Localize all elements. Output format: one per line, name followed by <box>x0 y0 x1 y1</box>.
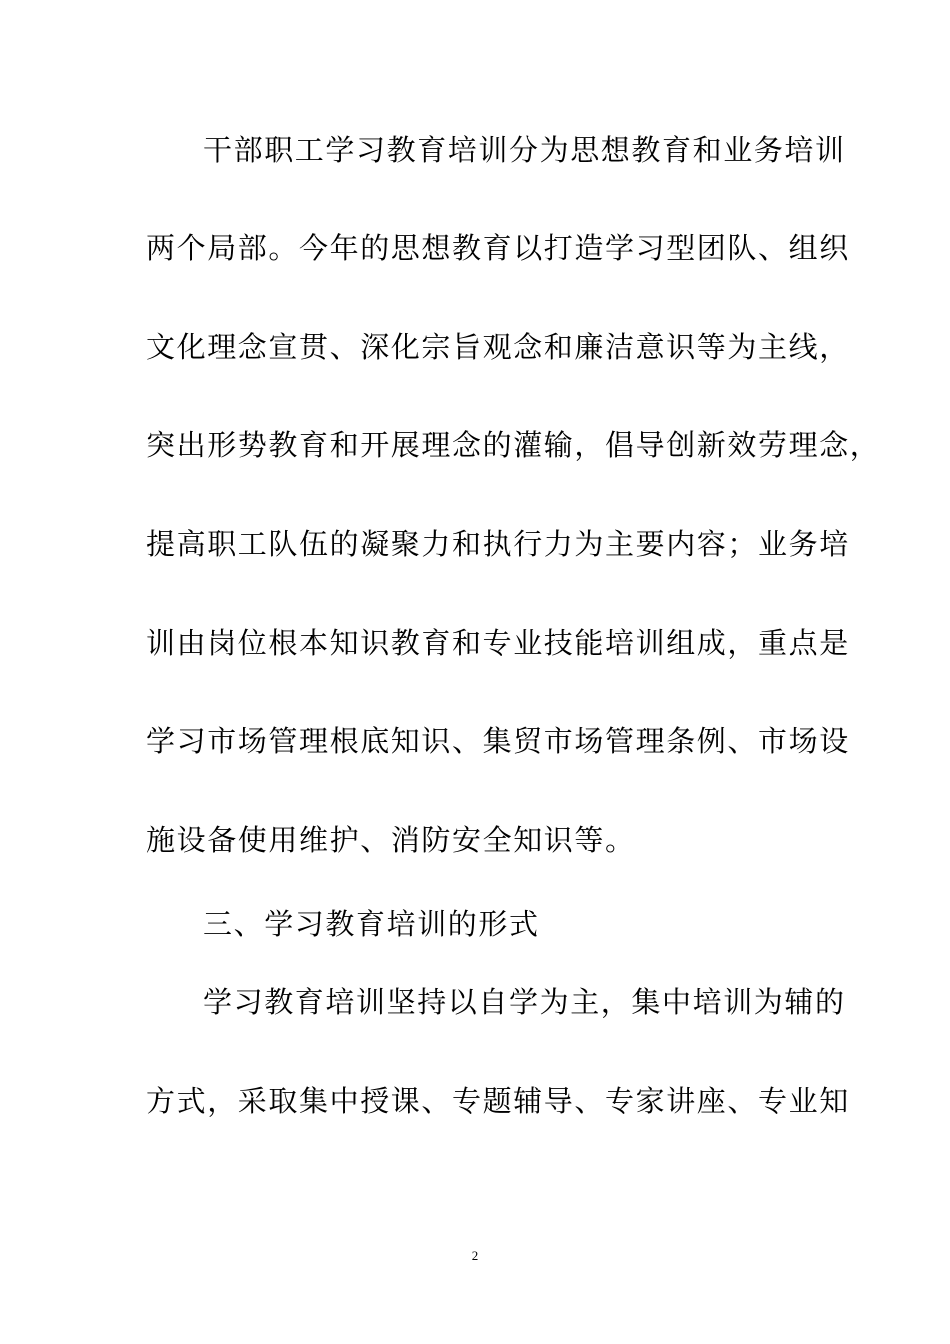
paragraph-line: 提高职工队伍的凝聚力和执行力为主要内容；业务培 <box>146 527 850 561</box>
paragraph-line: 两个局部。今年的思想教育以打造学习型团队、组织 <box>146 231 850 265</box>
paragraph-line: 文化理念宣贯、深化宗旨观念和廉洁意识等为主线， <box>146 330 850 364</box>
paragraph-line: 方式，采取集中授课、专题辅导、专家讲座、专业知 <box>146 1084 850 1118</box>
paragraph-line: 学习教育培训坚持以自学为主，集中培训为辅的 <box>203 985 846 1019</box>
paragraph-line: 学习市场管理根底知识、集贸市场管理条例、市场设 <box>146 724 850 758</box>
paragraph-line: 干部职工学习教育培训分为思想教育和业务培训 <box>203 133 846 167</box>
paragraph-line: 训由岗位根本知识教育和专业技能培训组成，重点是 <box>146 626 850 660</box>
paragraph-line: 施设备使用维护、消防安全知识等。 <box>146 823 636 857</box>
page-number: 2 <box>471 1248 479 1263</box>
section-heading: 三、学习教育培训的形式 <box>203 907 540 941</box>
paragraph-line: 突出形势教育和开展理念的灌输，倡导创新效劳理念， <box>146 428 881 462</box>
